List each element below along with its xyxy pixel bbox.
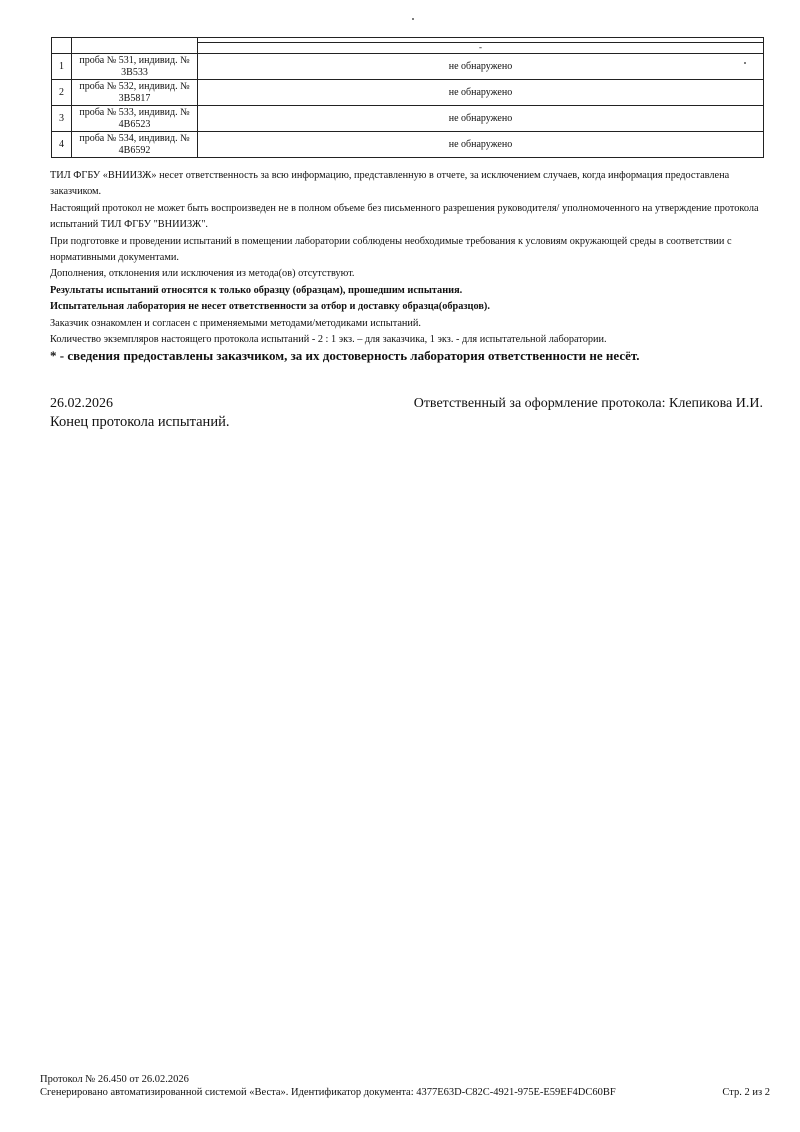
signature-responsible: Ответственный за оформление протокола: Клепикова И.И. [413,396,763,411]
note-copies: Количество экземпляров настоящего протокола испытаний - 2 : 1 экз. – для заказчика, 1 экз. - для испытательной лаборатории. [50,334,607,346]
table-row [52,132,764,158]
note-star: * - сведения предоставлены заказчиком, за их достоверность лаборатория ответственности не несёт. [50,348,640,364]
table-row [52,80,764,106]
end-of-protocol: Конец протокола испытаний. [50,414,230,430]
row-number: 1 [52,54,72,80]
table-row [52,106,764,132]
note-sampling: Испытательная лаборатория не несет ответственности за отбор и доставку образца(образцов). [50,301,490,313]
note-results-scope: Результаты испытаний относятся к только образцу (образцам), прошедшим испытания. [50,284,463,296]
table-header-row [52,38,764,54]
signature-date: 26.02.2026 [50,396,113,411]
page-footer [40,1073,770,1099]
result-value: не обнаружено [198,80,764,106]
result-value: не обнаружено [198,54,764,80]
footer-generated: Сгенерировано автоматизированной системой «Веста». Идентификатор документа: 4377E63D-C82C-4921-975E-E59EF4DC60BF [40,1087,616,1098]
row-number: 4 [52,132,72,158]
notes-block [50,168,770,365]
table-row [52,54,764,80]
sample-name: проба № 532, индивид. № 3B5817 [72,80,198,106]
header-cell-num [52,38,72,54]
result-value: не обнаружено [198,132,764,158]
header-cell-result [198,38,764,54]
sample-name: проба № 533, индивид. № 4B6523 [72,106,198,132]
result-value: не обнаружено [198,106,764,132]
header-dash: - [479,42,482,52]
note-conditions: При подготовке и проведении испытаний в помещении лаборатории соблюдены необходимые требования к условиям окружающей среды в соответствии с нормативными документами. [50,235,732,264]
note-reproduction: Настоящий протокол не может быть воспроизведен не в полном объеме без письменного разрешения руководителя/ уполномоченного на утверждение протокола испытаний ТИЛ ФГБУ "ВНИИЗЖ". [50,202,759,231]
header-cell-sample [72,38,198,54]
sample-name: проба № 534, индивид. № 4B6592 [72,132,198,158]
row-number: 2 [52,80,72,106]
footer-protocol: Протокол № 26.450 от 26.02.2026 [40,1074,189,1085]
results-table [51,37,764,158]
footer-page-number: Стр. 2 из 2 [722,1087,770,1098]
scan-speck [412,18,414,20]
note-deviations: Дополнения, отклонения или исключения из метода(ов) отсутствуют. [50,268,355,280]
row-number: 3 [52,106,72,132]
sample-name: проба № 531, индивид. № 3B533 [72,54,198,80]
note-customer-ack: Заказчик ознакомлен и согласен с применяемыми методами/методиками испытаний. [50,317,422,329]
note-responsibility: ТИЛ ФГБУ «ВНИИЗЖ» несет ответственность за всю информацию, представленную в отчете, за исключением случаев, когда информация предоставлена заказчиком. [50,170,730,198]
